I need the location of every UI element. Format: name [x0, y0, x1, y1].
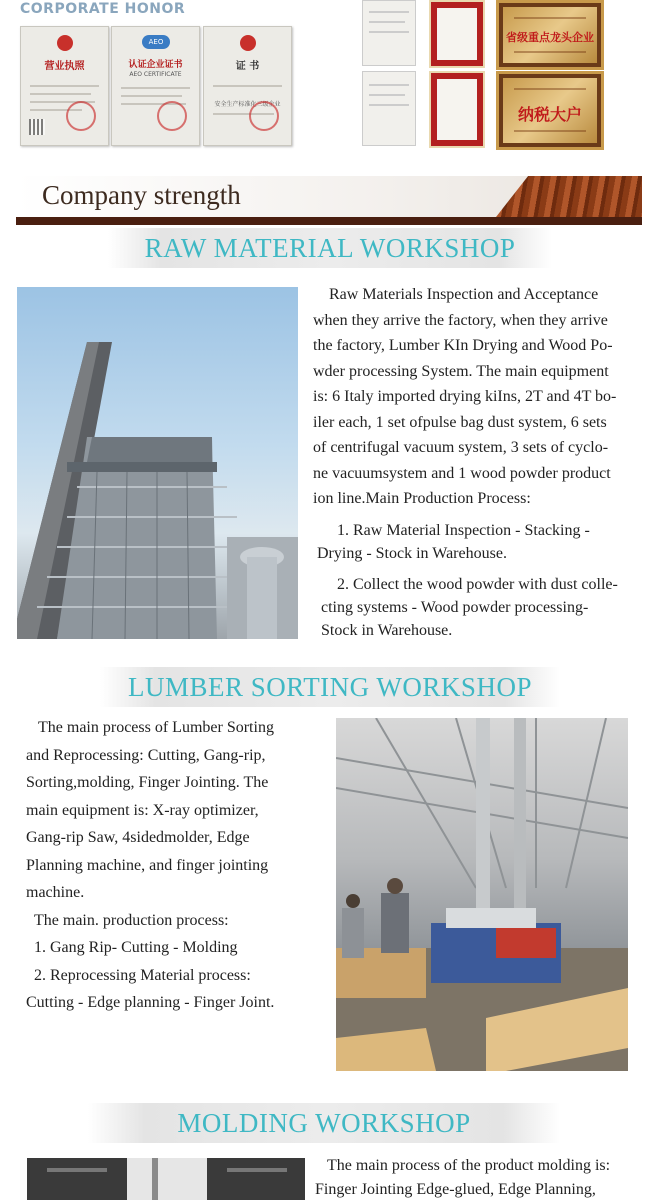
safety-production-certificate: [203, 26, 292, 146]
description-line: The main process of the product molding is:: [315, 1157, 611, 1174]
certificate-subheading: 安全生产标准化三级企业: [214, 101, 281, 108]
description-line: iler each, 1 set ofpulse bag dust system, 6 sets: [313, 413, 607, 431]
workshop-machinery-illustration: [336, 718, 628, 1071]
honor-plaque-2: [496, 71, 604, 150]
description-line: Planning machine, and finger jointing: [26, 856, 269, 874]
company-strength-title: Company strength: [42, 180, 241, 210]
red-certificate-2: [429, 71, 485, 148]
process-step: cting systems - Wood powder processing-: [317, 599, 589, 616]
description-line: Finger Jointing Edge-glued, Edge Planning,: [315, 1181, 596, 1198]
description-line: main equipment is: X-ray optimizer,: [26, 801, 259, 819]
description-line: Raw Materials Inspection and Acceptance: [313, 286, 599, 303]
plaque-text: 纳税大户: [517, 105, 582, 124]
description-line: wder processing System. The main equipment: [313, 362, 609, 380]
plaque-text: 省级重点龙头企业: [506, 31, 594, 44]
business-license-certificate: [20, 26, 109, 146]
process-step: Stock in Warehouse.: [317, 622, 453, 639]
molding-workshop-title: MOLDING WORKSHOP: [88, 1103, 560, 1143]
test-report-certificate-2: [362, 71, 416, 146]
emblem-icon: [240, 35, 256, 51]
honor-plaque-1: [496, 0, 604, 70]
molding-description: [315, 1154, 655, 1202]
description-line: when they arrive the factory, when they arrive: [313, 311, 608, 329]
description-line: is: 6 Italy imported drying kiIns, 2T and 4T bo-: [313, 388, 617, 405]
description-line: Sorting,molding, Finger Jointing. The: [26, 774, 269, 791]
description-line: The main. production process:: [26, 911, 229, 929]
description-line: Cutting - Edge planning - Finger Joint.: [26, 994, 275, 1011]
description-line: of centrifugal vacuum system, 3 sets of cyclo-: [313, 439, 609, 456]
process-step: 1. Raw Material Inspection - Stacking -: [317, 522, 590, 539]
lumber-sorting-workshop-title: LUMBER SORTING WORKSHOP: [100, 667, 560, 707]
test-report-certificate-1: [362, 0, 416, 66]
description-line: ion line.Main Production Process:: [313, 490, 531, 507]
molding-workshop-photo: [27, 1158, 305, 1200]
corporate-honor-title: CORPORATE HONOR: [20, 1, 186, 17]
description-line: The main process of Lumber Sorting: [26, 719, 274, 736]
description-line: 1. Gang Rip- Cutting - Molding: [26, 939, 238, 956]
raw-material-workshop-title: RAW MATERIAL WORKSHOP: [108, 228, 552, 268]
description-line: machine.: [26, 884, 85, 901]
description-line: Gang-rip Saw, 4sidedmolder, Edge: [26, 829, 250, 846]
raw-material-process-steps: [317, 519, 647, 642]
qr-code-icon: [29, 119, 45, 135]
certificate-heading: 认证企业证书: [128, 60, 183, 70]
process-step: Drying - Stock in Warehouse.: [317, 545, 507, 562]
certificate-subheading: AEO CERTIFICATE: [129, 71, 182, 78]
red-seal-icon: [66, 101, 96, 131]
raw-material-workshop-photo: [17, 287, 298, 639]
description-line: ne vacuumsystem and 1 wood powder product: [313, 464, 611, 482]
process-step: 2. Collect the wood powder with dust colle-: [317, 576, 618, 593]
certificate-heading: 证 书: [235, 61, 260, 72]
lumber-sorting-workshop-photo: [336, 718, 628, 1071]
lumber-sorting-description: [26, 714, 326, 1017]
national-emblem-icon: [57, 35, 73, 51]
banner-underline: [16, 217, 642, 225]
red-seal-icon: [249, 101, 279, 131]
description-line: 2. Reprocessing Material process:: [26, 966, 251, 984]
red-certificate-1: [429, 0, 485, 68]
certificate-heading: 营业执照: [44, 61, 85, 72]
factory-chimney-illustration: [17, 287, 298, 639]
molding-workshop-illustration: [27, 1158, 305, 1200]
raw-material-description: [313, 282, 637, 512]
description-line: and Reprocessing: Cutting, Gang-rip,: [26, 746, 266, 764]
aeo-certificate: [111, 26, 200, 146]
aeo-logo: AEO: [142, 35, 170, 49]
red-seal-icon: [157, 101, 187, 131]
description-line: the factory, Lumber KIn Drying and Wood Po-: [313, 337, 613, 354]
